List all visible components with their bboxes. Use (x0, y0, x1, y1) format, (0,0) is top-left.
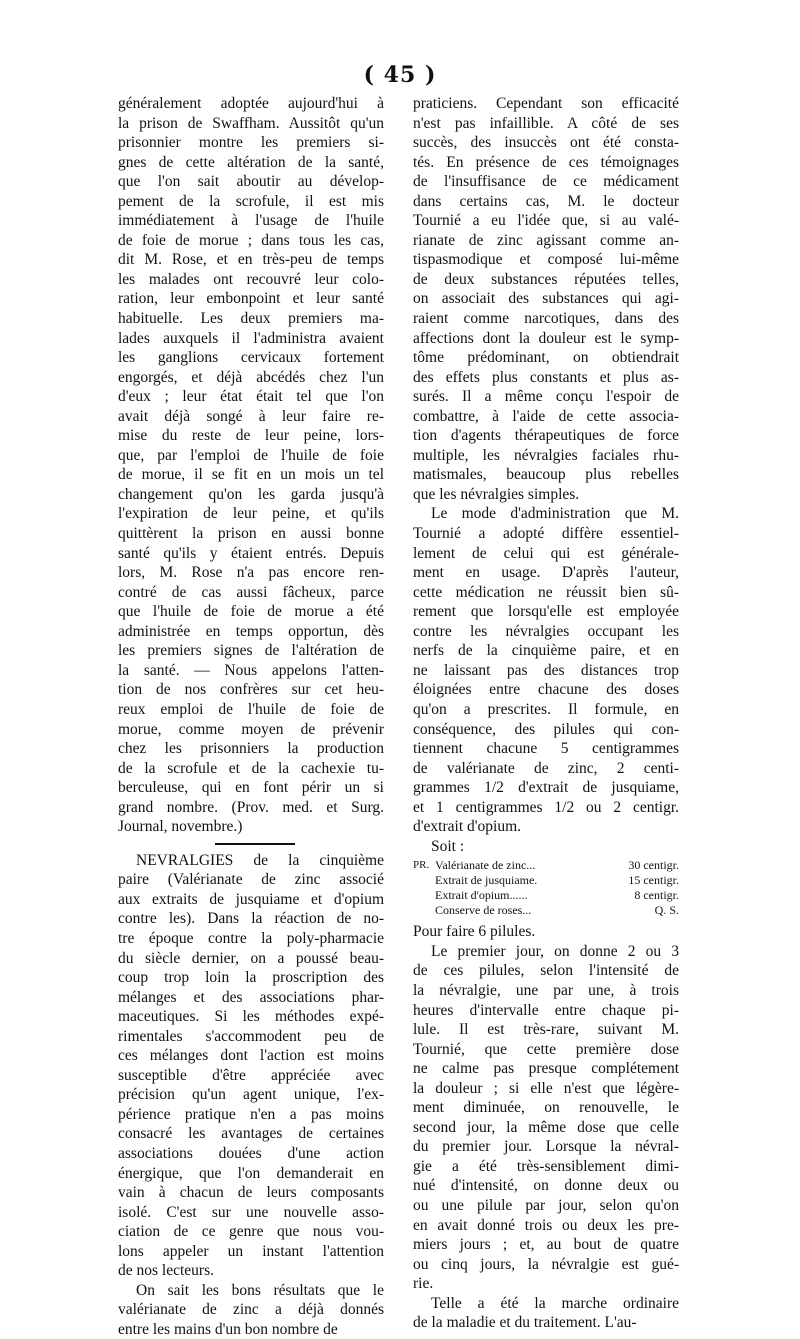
text-line: chez les prisonniers la production (118, 740, 384, 758)
prescription-qty: 8 centigr. (634, 888, 679, 903)
text-line: Le mode d'administration que M. (431, 505, 679, 523)
text-line: contré de cas aussi fâcheux, parce (118, 583, 384, 601)
prescription-prefix: PR. (413, 859, 430, 872)
text-line: généralement adoptée aujourd'hui à (118, 95, 384, 112)
prescription-item: Extrait de jusquiame. (435, 873, 538, 888)
prescription-row (413, 903, 679, 918)
text-line: aux extraits de jusquiame et d'opium (118, 890, 384, 908)
text-line: la névralgie, une par une, à trois (413, 981, 679, 999)
separator-rule (215, 843, 295, 845)
text-line: mise du reste de leur peine, lors- (118, 427, 384, 445)
right-paragraph-dosage (413, 922, 679, 1332)
prescription-prefix (413, 903, 435, 918)
text-line: on associait des substances qui agi- (413, 290, 679, 308)
text-line: Tournié, que cette première dose (413, 1040, 679, 1058)
text-line: que l'huile de foie de morue a été (118, 603, 384, 621)
text-line: dans certains cas, M. le docteur (413, 192, 679, 210)
text-line: combattre, à l'aide de cette associa- (413, 407, 679, 425)
text-line: succès, des insuccès ont été consta- (413, 134, 679, 152)
text-line: de valérianate de zinc, 2 centi- (413, 759, 679, 777)
text-line: consacré les avantages de certaines (118, 1125, 384, 1143)
text-line: lule. Il est très-rare, suivant M. (413, 1021, 679, 1039)
text-line: pement de la scrofule, il est mis (118, 192, 384, 210)
text-line: gnes de cette altération de la santé, (118, 153, 384, 171)
text-line: de ces pilules, selon l'intensité de (413, 962, 679, 980)
text-line: lement de celui qui est générale- (413, 544, 679, 562)
text-line: reux emploi de l'huile de foie de (118, 700, 384, 718)
text-line: de la scrofule et de la cachexie tu- (118, 759, 384, 777)
text-line: praticiens. Cependant son efficacité (413, 95, 679, 112)
text-line: de nos lecteurs. (118, 1262, 214, 1280)
text-line: coup trop loin la proscription des (118, 969, 384, 987)
text-line: ration, leur embonpoint et leur santé (118, 290, 384, 308)
text-line: susceptible d'être appréciée avec (118, 1066, 384, 1084)
prescription-row (413, 873, 679, 888)
text-line: multiple, les névralgies faciales rhu- (413, 446, 679, 464)
text-line: rie. (413, 1275, 434, 1293)
text-line: valérianate de zinc a déjà donnés (118, 1301, 384, 1319)
text-line: périence pratique n'en a pas moins (118, 1105, 384, 1123)
text-line: éloignées entre chacune des doses (413, 681, 679, 699)
text-line: entre les mains d'un bon nombre de (118, 1320, 338, 1338)
text-line: que, par l'emploi de l'huile de foie (118, 446, 384, 464)
text-line: des effets plus constants et plus as- (413, 368, 679, 386)
text-line: affections dont la douleur est le symp- (413, 329, 679, 347)
text-line: paire (Valérianate de zinc associé (118, 871, 384, 889)
text-line: Telle a été la marche ordinaire (431, 1294, 679, 1312)
prescription-table (413, 858, 679, 918)
text-line: de l'insuffisance de ce médicament (413, 173, 679, 191)
text-line: la santé. — Nous appelons l'atten- (118, 661, 384, 679)
text-line: lons appeler un instant l'attention (118, 1242, 384, 1260)
left-paragraph-swaffham (118, 94, 384, 837)
text-line: gie a été très-sensiblement dimi- (413, 1157, 679, 1175)
text-line: les malades ont recouvré leur colo- (118, 270, 384, 288)
text-line: rimentales s'accommodent peu de (118, 1027, 384, 1045)
text-line: en avait donné trois ou deux les pre- (413, 1216, 679, 1234)
text-line: changement qu'on les garda jusqu'à (118, 485, 384, 503)
text-line: nerfs de la cinquième paire, et en (413, 642, 679, 660)
text-line: nué d'intensité, on donne deux ou (413, 1177, 679, 1195)
text-line: cette médication ne réussit bien sû- (413, 583, 679, 601)
text-line: vain à chacun de leurs composants (118, 1184, 384, 1202)
text-line: ment diminuée, on renouvelle, le (413, 1099, 679, 1117)
text-line: immédiatement à l'usage de l'huile (118, 212, 384, 230)
text-line: tion d'agents thérapeutiques de force (413, 427, 679, 445)
text-line: administrée en temps opportun, dès (118, 622, 384, 640)
text-line: NEVRALGIES de la cinquième (136, 851, 384, 869)
text-line: lors, M. Rose n'a pas encore ren- (118, 564, 384, 582)
text-line: Pour faire 6 pilules. (413, 923, 536, 941)
text-line: tispasmodique et composé lui-même (413, 251, 679, 269)
right-paragraph-main (413, 94, 679, 856)
text-line: que l'on sait aboutir au dévelop- (118, 173, 384, 191)
text-line: ou une pilule par jour, selon qu'on (413, 1196, 679, 1214)
prescription-item: Valérianate de zinc... (435, 858, 536, 873)
prescription-item: Extrait d'opium...... (435, 888, 528, 903)
text-line: du siècle dernier, on a poussé beau- (118, 949, 384, 967)
prescription-qty: 15 centigr. (628, 873, 679, 888)
page-number: ( 45 ) (363, 62, 437, 88)
text-line: tés. En présence de ces témoignages (413, 153, 679, 171)
text-line: énergique, que l'on demanderait en (118, 1164, 384, 1182)
text-line: miers jours ; et, au bout de quatre (413, 1236, 679, 1254)
left-article-nevralgies (118, 851, 384, 1339)
text-line: matismales, beaucoup plus rebelles (413, 466, 679, 484)
text-line: de morue, il se fit en un mois un tel (118, 466, 384, 484)
text-line: quittèrent la prison en aussi bonne (118, 525, 384, 543)
text-line: tion de nos confrères sur cet heu- (118, 681, 384, 699)
text-line: Tournié a adopté diffère essentiel- (413, 525, 679, 543)
text-line: Soit : (431, 837, 465, 855)
prescription-row (413, 858, 679, 873)
text-line: On sait les bons résultats que le (136, 1281, 384, 1299)
text-line: les ganglions cervicaux fortement (118, 349, 384, 367)
text-line: précision qu'un agent unique, l'ex- (118, 1086, 384, 1104)
text-line: second jour, la même dose que celle (413, 1118, 679, 1136)
text-line: grammes 1/2 d'extrait de jusquiame, (413, 779, 679, 797)
text-line: heures d'intervalle entre chaque pi- (413, 1001, 679, 1019)
text-line: qu'on a prescrites. Il formule, en (413, 700, 679, 718)
prescription-qty: Q. S. (654, 903, 679, 918)
text-line: grand nombre. (Prov. med. et Surg. (118, 798, 384, 816)
text-line: tiennent chacune 5 centigrammes (413, 740, 679, 758)
text-line: tre époque contre la poly-pharmacie (118, 929, 384, 947)
text-line: les premiers signes de l'altération de (118, 642, 384, 660)
text-line: habituelle. Les deux premiers ma- (118, 310, 384, 328)
prescription-row (413, 888, 679, 903)
text-line: morue, comme moyen de prévenir (118, 720, 384, 738)
text-line: rianate de zinc agissant comme an- (413, 231, 679, 249)
text-line: la douleur ; si elle n'est que légère- (413, 1079, 679, 1097)
text-line: Tournié a eu l'idée que, si au valé- (413, 212, 679, 230)
text-line: ces mélanges dont l'action est moins (118, 1047, 384, 1065)
text-line: que les névralgies simples. (413, 485, 580, 503)
section-separator (118, 837, 384, 851)
text-line: de deux substances réputées telles, (413, 270, 679, 288)
text-line: l'expiration de leur peine, et qu'ils (118, 505, 384, 523)
text-line: surés. Il a même conçu l'espoir de (413, 388, 679, 406)
text-line: Le premier jour, on donne 2 ou 3 (431, 942, 679, 960)
text-line: mélanges et des associations phar- (118, 988, 384, 1006)
prescription-prefix (413, 888, 435, 903)
text-line: raient comme narcotiques, dans des (413, 310, 679, 328)
text-line: de la maladie et du traitement. L'au- (413, 1314, 637, 1332)
prescription-prefix (413, 873, 435, 888)
text-line: la prison de Swaffham. Aussitôt qu'un (118, 114, 384, 132)
text-line: avait déjà songé à leur faire re- (118, 407, 384, 425)
text-line: lades auxquels il l'administra avaient (118, 329, 384, 347)
text-line: du premier jour. Lorsque la névral- (413, 1138, 679, 1156)
text-line: dit M. Rose, et en très-peu de temps (118, 251, 384, 269)
text-line: tôme prédominant, on obtiendrait (413, 349, 679, 367)
text-line: ne laissant pas des distances trop (413, 661, 679, 679)
text-line: n'est pas infaillible. A côté de ses (413, 114, 679, 132)
text-line: ou cinq jours, la névralgie est gué- (413, 1255, 679, 1273)
left-column (118, 94, 384, 1339)
text-line: associations douées d'une action (118, 1144, 384, 1162)
text-line: contre les névralgies occupant les (413, 622, 679, 640)
right-column (413, 94, 679, 1333)
text-line: isolé. C'est sur une nouvelle asso- (118, 1203, 384, 1221)
text-line: Journal, novembre.) (118, 818, 243, 836)
text-line: et 1 centigrammes 1/2 ou 2 centigr. (413, 798, 679, 816)
text-line: contre les). Dans la réaction de no- (118, 910, 384, 928)
text-line: maceutiques. Si les méthodes expé- (118, 1008, 384, 1026)
text-line: santé qu'ils y étaient entrés. Depuis (118, 544, 384, 562)
text-line: d'eux ; leur état était tel que l'on (118, 388, 384, 406)
text-line: d'extrait d'opium. (413, 818, 522, 836)
prescription-qty: 30 centigr. (628, 858, 679, 873)
text-line: engorgés, et déjà abcédés chez l'un (118, 368, 384, 386)
text-line: ciation de ce genre que nous vou- (118, 1223, 384, 1241)
text-line: de foie de morue ; dans tous les cas, (118, 231, 384, 249)
text-line: conséquence, des pilules qui con- (413, 720, 679, 738)
text-line: ne calme pas presque complétement (413, 1060, 679, 1078)
text-line: ment en usage. D'après l'auteur, (413, 564, 679, 582)
text-line: prisonnier montre les premiers si- (118, 134, 384, 152)
text-line: berculeuse, qui en font périr un si (118, 779, 384, 797)
prescription-item: Conserve de roses... (435, 903, 532, 918)
text-line: rement que lorsqu'elle est employée (413, 603, 679, 621)
